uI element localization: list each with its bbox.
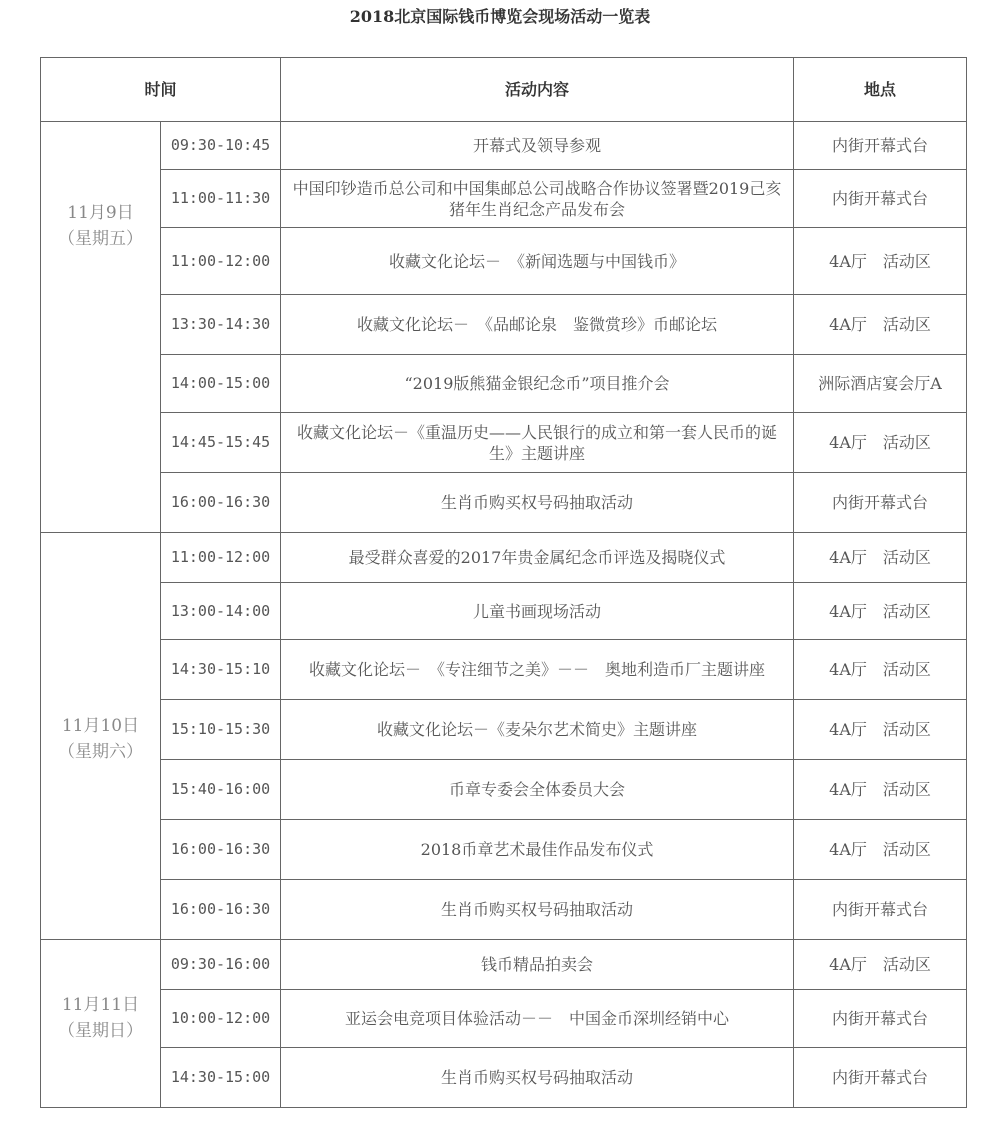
time-cell: 16:00-16:30 (161, 820, 281, 880)
place-cell: 内街开幕式台 (794, 473, 967, 533)
date-label: 11月9日 (67, 203, 134, 223)
content-cell: “2019版熊猫金银纪念币”项目推介会 (281, 355, 794, 413)
header-time: 时间 (41, 58, 281, 122)
content-cell: 中国印钞造币总公司和中国集邮总公司战略合作协议签署暨2019己亥猪年生肖纪念产品发布会 (281, 170, 794, 228)
content-cell: 生肖币购买权号码抽取活动 (281, 1048, 794, 1108)
date-cell (41, 940, 161, 1108)
document-title: 2018北京国际钱币博览会现场活动一览表 (349, 7, 651, 26)
time-cell: 15:40-16:00 (161, 760, 281, 820)
header-content: 活动内容 (281, 58, 794, 122)
date-label: 11月10日 (61, 716, 140, 736)
place-cell: 4A厅 活动区 (794, 583, 967, 640)
time-cell: 16:00-16:30 (161, 473, 281, 533)
time-cell: 11:00-12:00 (161, 533, 281, 583)
table-row (41, 820, 967, 880)
weekday-label: （星期五） (58, 229, 143, 249)
date-cell (41, 533, 161, 940)
table-row (41, 122, 967, 170)
weekday-label: （星期六） (58, 742, 143, 762)
time-cell: 14:30-15:00 (161, 1048, 281, 1108)
content-cell: 钱币精品拍卖会 (281, 940, 794, 990)
content-cell: 收藏文化论坛－ 《专注细节之美》－－ 奥地利造币厂主题讲座 (281, 640, 794, 700)
table-row (41, 940, 967, 990)
time-cell: 09:30-10:45 (161, 122, 281, 170)
place-cell: 内街开幕式台 (794, 170, 967, 228)
place-cell: 内街开幕式台 (794, 990, 967, 1048)
date-label: 11月11日 (61, 995, 140, 1015)
table-row (41, 473, 967, 533)
header-row (41, 58, 967, 122)
content-cell: 收藏文化论坛－ 《品邮论泉 鉴微赏珍》币邮论坛 (281, 295, 794, 355)
table-row (41, 533, 967, 583)
table-row (41, 295, 967, 355)
place-cell: 4A厅 活动区 (794, 228, 967, 295)
schedule-table (40, 57, 967, 1108)
place-cell: 4A厅 活动区 (794, 940, 967, 990)
header-place: 地点 (794, 58, 967, 122)
table-row (41, 990, 967, 1048)
date-cell (41, 122, 161, 533)
time-cell: 13:00-14:00 (161, 583, 281, 640)
table-row (41, 1048, 967, 1108)
table-row (41, 228, 967, 295)
place-cell: 内街开幕式台 (794, 122, 967, 170)
table-row (41, 880, 967, 940)
place-cell: 4A厅 活动区 (794, 820, 967, 880)
content-cell: 儿童书画现场活动 (281, 583, 794, 640)
table-row (41, 170, 967, 228)
time-cell: 14:45-15:45 (161, 413, 281, 473)
table-row (41, 760, 967, 820)
content-cell: 生肖币购买权号码抽取活动 (281, 473, 794, 533)
content-cell: 收藏文化论坛－ 《新闻选题与中国钱币》 (281, 228, 794, 295)
place-cell: 内街开幕式台 (794, 1048, 967, 1108)
time-cell: 13:30-14:30 (161, 295, 281, 355)
content-cell: 2018币章艺术最佳作品发布仪式 (281, 820, 794, 880)
time-cell: 15:10-15:30 (161, 700, 281, 760)
content-cell: 收藏文化论坛－《麦朵尔艺术简史》主题讲座 (281, 700, 794, 760)
content-cell: 最受群众喜爱的2017年贵金属纪念币评选及揭晓仪式 (281, 533, 794, 583)
table-row (41, 700, 967, 760)
time-cell: 16:00-16:30 (161, 880, 281, 940)
place-cell: 内街开幕式台 (794, 880, 967, 940)
place-cell: 4A厅 活动区 (794, 413, 967, 473)
content-cell: 开幕式及领导参观 (281, 122, 794, 170)
table-row (41, 583, 967, 640)
place-cell: 洲际酒店宴会厅A (794, 355, 967, 413)
place-cell: 4A厅 活动区 (794, 760, 967, 820)
time-cell: 09:30-16:00 (161, 940, 281, 990)
time-cell: 11:00-12:00 (161, 228, 281, 295)
weekday-label: （星期日） (58, 1021, 143, 1041)
time-cell: 14:30-15:10 (161, 640, 281, 700)
place-cell: 4A厅 活动区 (794, 640, 967, 700)
table-row (41, 413, 967, 473)
content-cell: 币章专委会全体委员大会 (281, 760, 794, 820)
time-cell: 14:00-15:00 (161, 355, 281, 413)
content-cell: 生肖币购买权号码抽取活动 (281, 880, 794, 940)
place-cell: 4A厅 活动区 (794, 700, 967, 760)
content-cell: 亚运会电竞项目体验活动－－ 中国金币深圳经销中心 (281, 990, 794, 1048)
table-row (41, 640, 967, 700)
place-cell: 4A厅 活动区 (794, 533, 967, 583)
time-cell: 10:00-12:00 (161, 990, 281, 1048)
table-row (41, 355, 967, 413)
place-cell: 4A厅 活动区 (794, 295, 967, 355)
content-cell: 收藏文化论坛－《重温历史——人民银行的成立和第一套人民币的诞生》主题讲座 (281, 413, 794, 473)
time-cell: 11:00-11:30 (161, 170, 281, 228)
